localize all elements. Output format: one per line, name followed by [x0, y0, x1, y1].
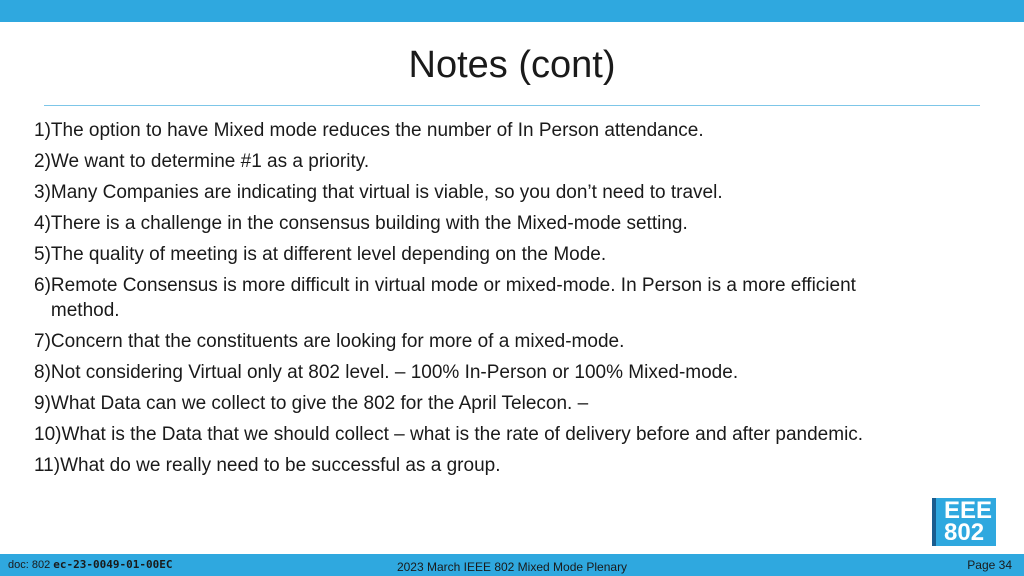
- footer-meeting-title: 2023 March IEEE 802 Mixed Mode Plenary: [396, 560, 628, 574]
- note-text: What is the Data that we should collect – what is the rate of delivery before and after pandemic.: [61, 424, 864, 445]
- note-item-9: [34, 391, 914, 416]
- note-text: The option to have Mixed mode reduces the number of In Person attendance.: [50, 120, 704, 141]
- note-text: We want to determine #1 as a priority.: [50, 151, 370, 172]
- note-number: 2): [34, 151, 51, 172]
- note-text: There is a challenge in the consensus building with the Mixed-mode setting.: [50, 213, 688, 234]
- note-item-3: [34, 180, 914, 205]
- notes-list: [34, 118, 914, 484]
- title-divider: [44, 105, 980, 106]
- note-text: Concern that the constituents are looking for more of a mixed-mode.: [50, 331, 625, 352]
- note-text: The quality of meeting is at different level depending on the Mode.: [50, 244, 607, 265]
- note-number: 8): [34, 362, 51, 383]
- note-item-4: [34, 211, 914, 236]
- note-number: 11): [34, 455, 61, 476]
- note-item-5: [34, 242, 914, 267]
- slide-title: Notes (cont): [408, 44, 616, 86]
- note-number: 4): [34, 213, 51, 234]
- logo-line-1: EEE: [944, 497, 993, 524]
- page-number: Page 34: [967, 558, 1012, 572]
- note-text: What do we really need to be successful as a group.: [60, 455, 501, 476]
- note-item-7: [34, 329, 914, 354]
- note-number: 3): [34, 182, 51, 203]
- top-accent-bar: [0, 0, 1024, 22]
- note-item-8: [34, 360, 914, 385]
- note-number: 10): [34, 424, 62, 445]
- note-item-6: [34, 273, 914, 323]
- note-number: 9): [34, 393, 51, 414]
- note-text: Not considering Virtual only at 802 level. – 100% In-Person or 100% Mixed-mode.: [50, 362, 739, 383]
- doc-id: ec-23-0049-01-00EC: [53, 558, 173, 571]
- note-text: Remote Consensus is more difficult in virtual mode or mixed-mode. In Person is a more efficient method.: [50, 275, 856, 321]
- logo-line-2: 802: [944, 519, 985, 546]
- note-text: Many Companies are indicating that virtual is viable, so you don’t need to travel.: [50, 182, 723, 203]
- note-number: 5): [34, 244, 51, 265]
- note-text: What Data can we collect to give the 802 for the April Telecon. –: [50, 393, 589, 414]
- note-item-2: [34, 149, 914, 174]
- ieee-802-logo: [932, 498, 996, 546]
- doc-prefix: doc: 802: [8, 559, 54, 571]
- note-number: 6): [34, 275, 51, 296]
- note-item-11: [34, 453, 914, 478]
- note-number: 1): [34, 120, 51, 141]
- note-item-1: [34, 118, 914, 143]
- note-item-10: [34, 422, 914, 447]
- note-number: 7): [34, 331, 51, 352]
